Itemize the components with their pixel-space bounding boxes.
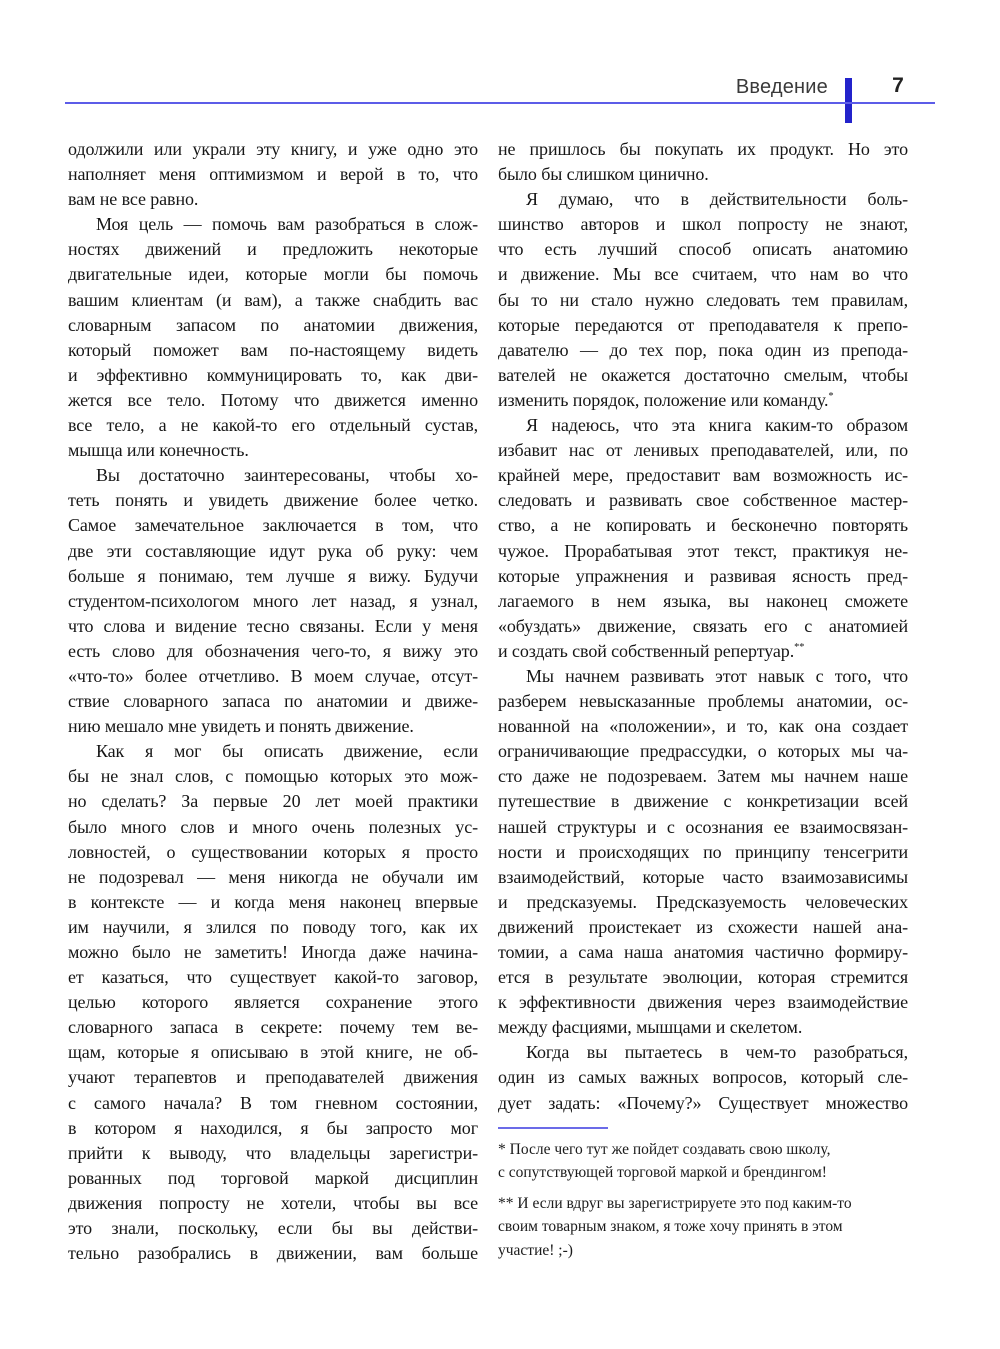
text-line: «обуздать» движение, связать его с анатомией: [498, 615, 908, 636]
text-line: путешествие в движение с конкретизации всей: [498, 791, 908, 812]
text-line: с самого начала? В том гневном состоянии,: [68, 1092, 478, 1113]
text-line: один из самых важных вопросов, который сле-: [498, 1067, 908, 1088]
text-line: рованных под торговой маркой дисциплин: [68, 1167, 478, 1188]
text-line: который поможет вам по-настоящему видеть: [68, 339, 478, 360]
footnote-line: участие! ;-): [498, 1241, 573, 1259]
footnote-item: [498, 1192, 908, 1263]
two-column-text: [68, 137, 908, 1269]
text-line: наполняет меня оптимизмом и верой в то, что: [68, 164, 478, 185]
text-line: изменить порядок, положение или команду.*: [498, 389, 834, 410]
footnote-line: * После чего тут же пойдет создавать свою школу,: [498, 1140, 831, 1158]
text-line: бы не знал слов, с помощью которых это мож-: [68, 766, 478, 787]
footnote-line: с сопутствующей торговой маркой и брендингом!: [498, 1164, 827, 1182]
text-line: избавит нас от ленивых преподавателей, или, по: [498, 440, 908, 461]
text-line: есть слово для обозначения чего-то, я вижу это: [68, 640, 478, 661]
text-line: учают терапевтов и преподавателей движения: [68, 1067, 478, 1088]
text-line: Вы достаточно заинтересованы, чтобы хо-: [96, 465, 478, 486]
paragraph: [68, 463, 478, 739]
footnote-line: своим товарным знаком, я тоже хочу принять в этом: [498, 1218, 843, 1236]
text-line: ностях движений и предложить некоторые: [68, 239, 478, 260]
text-line: две эти составляющие идут рука об руку: чем: [68, 540, 478, 561]
paragraph: [498, 1040, 908, 1115]
right-column: [498, 137, 908, 1269]
text-line: тельно разобрались в движении, вам больше: [68, 1243, 478, 1264]
text-line: и движение. Мы все считаем, что нам во что: [498, 264, 908, 285]
text-line: которые передаются от преподавателя к препо-: [498, 314, 908, 335]
paragraph: [68, 137, 478, 212]
text-line: двигательные идеи, которые могли бы помочь: [68, 264, 478, 285]
header-rule: [65, 102, 935, 104]
page-number: 7: [892, 74, 904, 97]
text-line: Моя цель — помочь вам разобраться в слож-: [96, 214, 478, 235]
text-line: Как я мог бы описать движение, если: [96, 741, 478, 762]
text-line: давателю — до тех пор, пока один из препода-: [498, 339, 908, 360]
paragraph: [498, 413, 908, 664]
text-line: нию мешало мне увидеть и понять движение.: [68, 716, 414, 737]
paragraph: [498, 187, 908, 413]
text-line: больше я понимаю, тем лучше я вижу. Будучи: [68, 565, 478, 586]
footnote-item: [498, 1138, 908, 1185]
text-line: словарного запаса в секрете: почему тем ве-: [68, 1017, 478, 1038]
text-line: Я думаю, что в действительности боль-: [526, 189, 908, 210]
text-line: нашей структуры и с осознания ее взаимосвязан-: [498, 816, 908, 837]
text-line: вашим клиентам (и вам), а также снабдить вас: [68, 289, 478, 310]
text-line: не подозревал — меня никогда не обучали им: [68, 866, 478, 887]
text-line: в котором я находился, я бы запросто мог: [68, 1117, 478, 1138]
text-line: ограничивающие предрассудки, о которых мы ча-: [498, 741, 908, 762]
text-line: и эффективно коммуницировать то, как дви-: [68, 364, 478, 385]
text-line: и создать свой собственный репертуар.**: [498, 640, 805, 661]
text-line: и предсказуемы. Предсказуемость человеческих: [498, 891, 908, 912]
text-line: томии, а сама наша анатомия частично формиру-: [498, 942, 908, 962]
paragraph: [498, 137, 908, 187]
left-column: [68, 137, 478, 1269]
text-line: лагаемого в нем языка, вы наконец сможете: [498, 590, 908, 611]
text-line: между фасциями, мышцами и скелетом.: [498, 1017, 803, 1038]
text-line: чужое. Прорабатывая этот текст, практикуя не-: [498, 540, 908, 561]
text-line: взаимодействий, которые часто взаимозависимы: [498, 866, 908, 887]
text-line: мышца или конечность.: [68, 440, 249, 461]
text-line: студентом-психологом много лет назад, я узнал,: [68, 590, 478, 611]
text-line: дует задать: «Почему?» Существует множество: [498, 1092, 908, 1113]
text-line: одолжили или украли эту книгу, и уже одно это: [68, 139, 478, 159]
text-line: «что-то» более отчетливо. В моем случае, отсут-: [68, 665, 478, 686]
text-line: целью которого является сохранение этого: [68, 992, 478, 1013]
text-line: было бы слишком цинично.: [498, 164, 709, 185]
paragraph: [68, 212, 478, 463]
text-line: Я надеюсь, что эта книга каким-то образом: [526, 415, 908, 436]
text-line: ет казаться, что существует какой-то заговор,: [68, 967, 478, 988]
text-line: не пришлось бы покупать их продукт. Но это: [498, 139, 908, 159]
text-line: ется в результате эволюции, которая стремится: [498, 967, 908, 988]
text-line: которые упражнения и развивая ясность пред-: [498, 565, 908, 586]
text-line: ности и происходящих по принципу тенсегрити: [498, 841, 908, 862]
text-line: щам, которые я описываю в этой книге, не об-: [68, 1042, 478, 1063]
text-line: в контексте — и когда меня наконец впервые: [68, 891, 478, 912]
paragraph: [498, 664, 908, 1040]
text-line: движения попросту не хотели, чтобы вы все: [68, 1192, 478, 1213]
footnote-marker: **: [794, 641, 805, 653]
running-head: Введение: [735, 76, 828, 98]
text-line: Мы начнем развивать этот навык с того, что: [526, 665, 908, 686]
footnote-line: ** И если вдруг вы зарегистрируете это под каким-то: [498, 1194, 852, 1212]
text-line: что есть лучший способ описать анатомию: [498, 239, 908, 260]
footnote-marker: *: [828, 390, 834, 402]
text-line: словарным запасом по анатомии движения,: [68, 314, 478, 335]
text-line: было много слов и много очень полезных ус-: [68, 816, 478, 837]
text-line: следовать и развивать свое собственное мастер-: [498, 490, 908, 511]
text-line: жется все тело. Потому что движется именно: [68, 389, 478, 410]
paragraph: [68, 739, 478, 1266]
text-line: шинство авторов и школ попросту не знают,: [498, 214, 908, 235]
text-line: но сделать? За первые 20 лет моей практики: [68, 791, 478, 812]
text-line: бы то ни стало нужно следовать тем правилам,: [498, 289, 908, 310]
text-line: теть понять и увидеть движение более четко.: [68, 490, 478, 511]
text-line: это знали, поскольку, если бы вы действи-: [68, 1218, 478, 1239]
text-line: вателей не окажется достаточно смелым, чтобы: [498, 364, 908, 385]
text-line: им научили, я злился по поводу того, как их: [68, 916, 478, 937]
text-line: ство, а не копировать и бесконечно повторять: [498, 515, 908, 536]
text-line: движений проистекает из схожести нашей ана-: [498, 916, 908, 937]
text-line: все тело, а не какой-то его отдельный сустав,: [68, 415, 478, 436]
text-line: разберем невысказанные проблемы анатомии, ос-: [498, 691, 908, 712]
text-line: нованной на «положении», и то, как она создает: [498, 716, 908, 737]
text-line: сто даже не подозреваем. Затем мы начнем наше: [498, 766, 908, 787]
text-line: ловностей, о существовании которых я просто: [68, 841, 478, 862]
text-line: можно было не заметить! Иногда даже начина-: [68, 942, 478, 962]
text-line: вам не все равно.: [68, 189, 199, 210]
text-line: ствие словарного запаса по анатомии и движе-: [68, 691, 478, 712]
text-line: что слова и видение тесно связаны. Если у меня: [68, 615, 478, 636]
footnotes: [498, 1127, 908, 1263]
text-line: прийти к выводу, что владельцы зарегистри-: [68, 1142, 478, 1163]
text-line: Когда вы пытаетесь в чем-то разобраться,: [526, 1042, 908, 1063]
header-divider-bar: [845, 78, 852, 123]
text-line: к эффективности движения через взаимодействие: [498, 992, 908, 1013]
text-line: Самое замечательное заключается в том, что: [68, 515, 478, 536]
text-line: крайней мере, предоставит вам возможность ис-: [498, 465, 908, 486]
footnote-separator: [498, 1127, 608, 1129]
